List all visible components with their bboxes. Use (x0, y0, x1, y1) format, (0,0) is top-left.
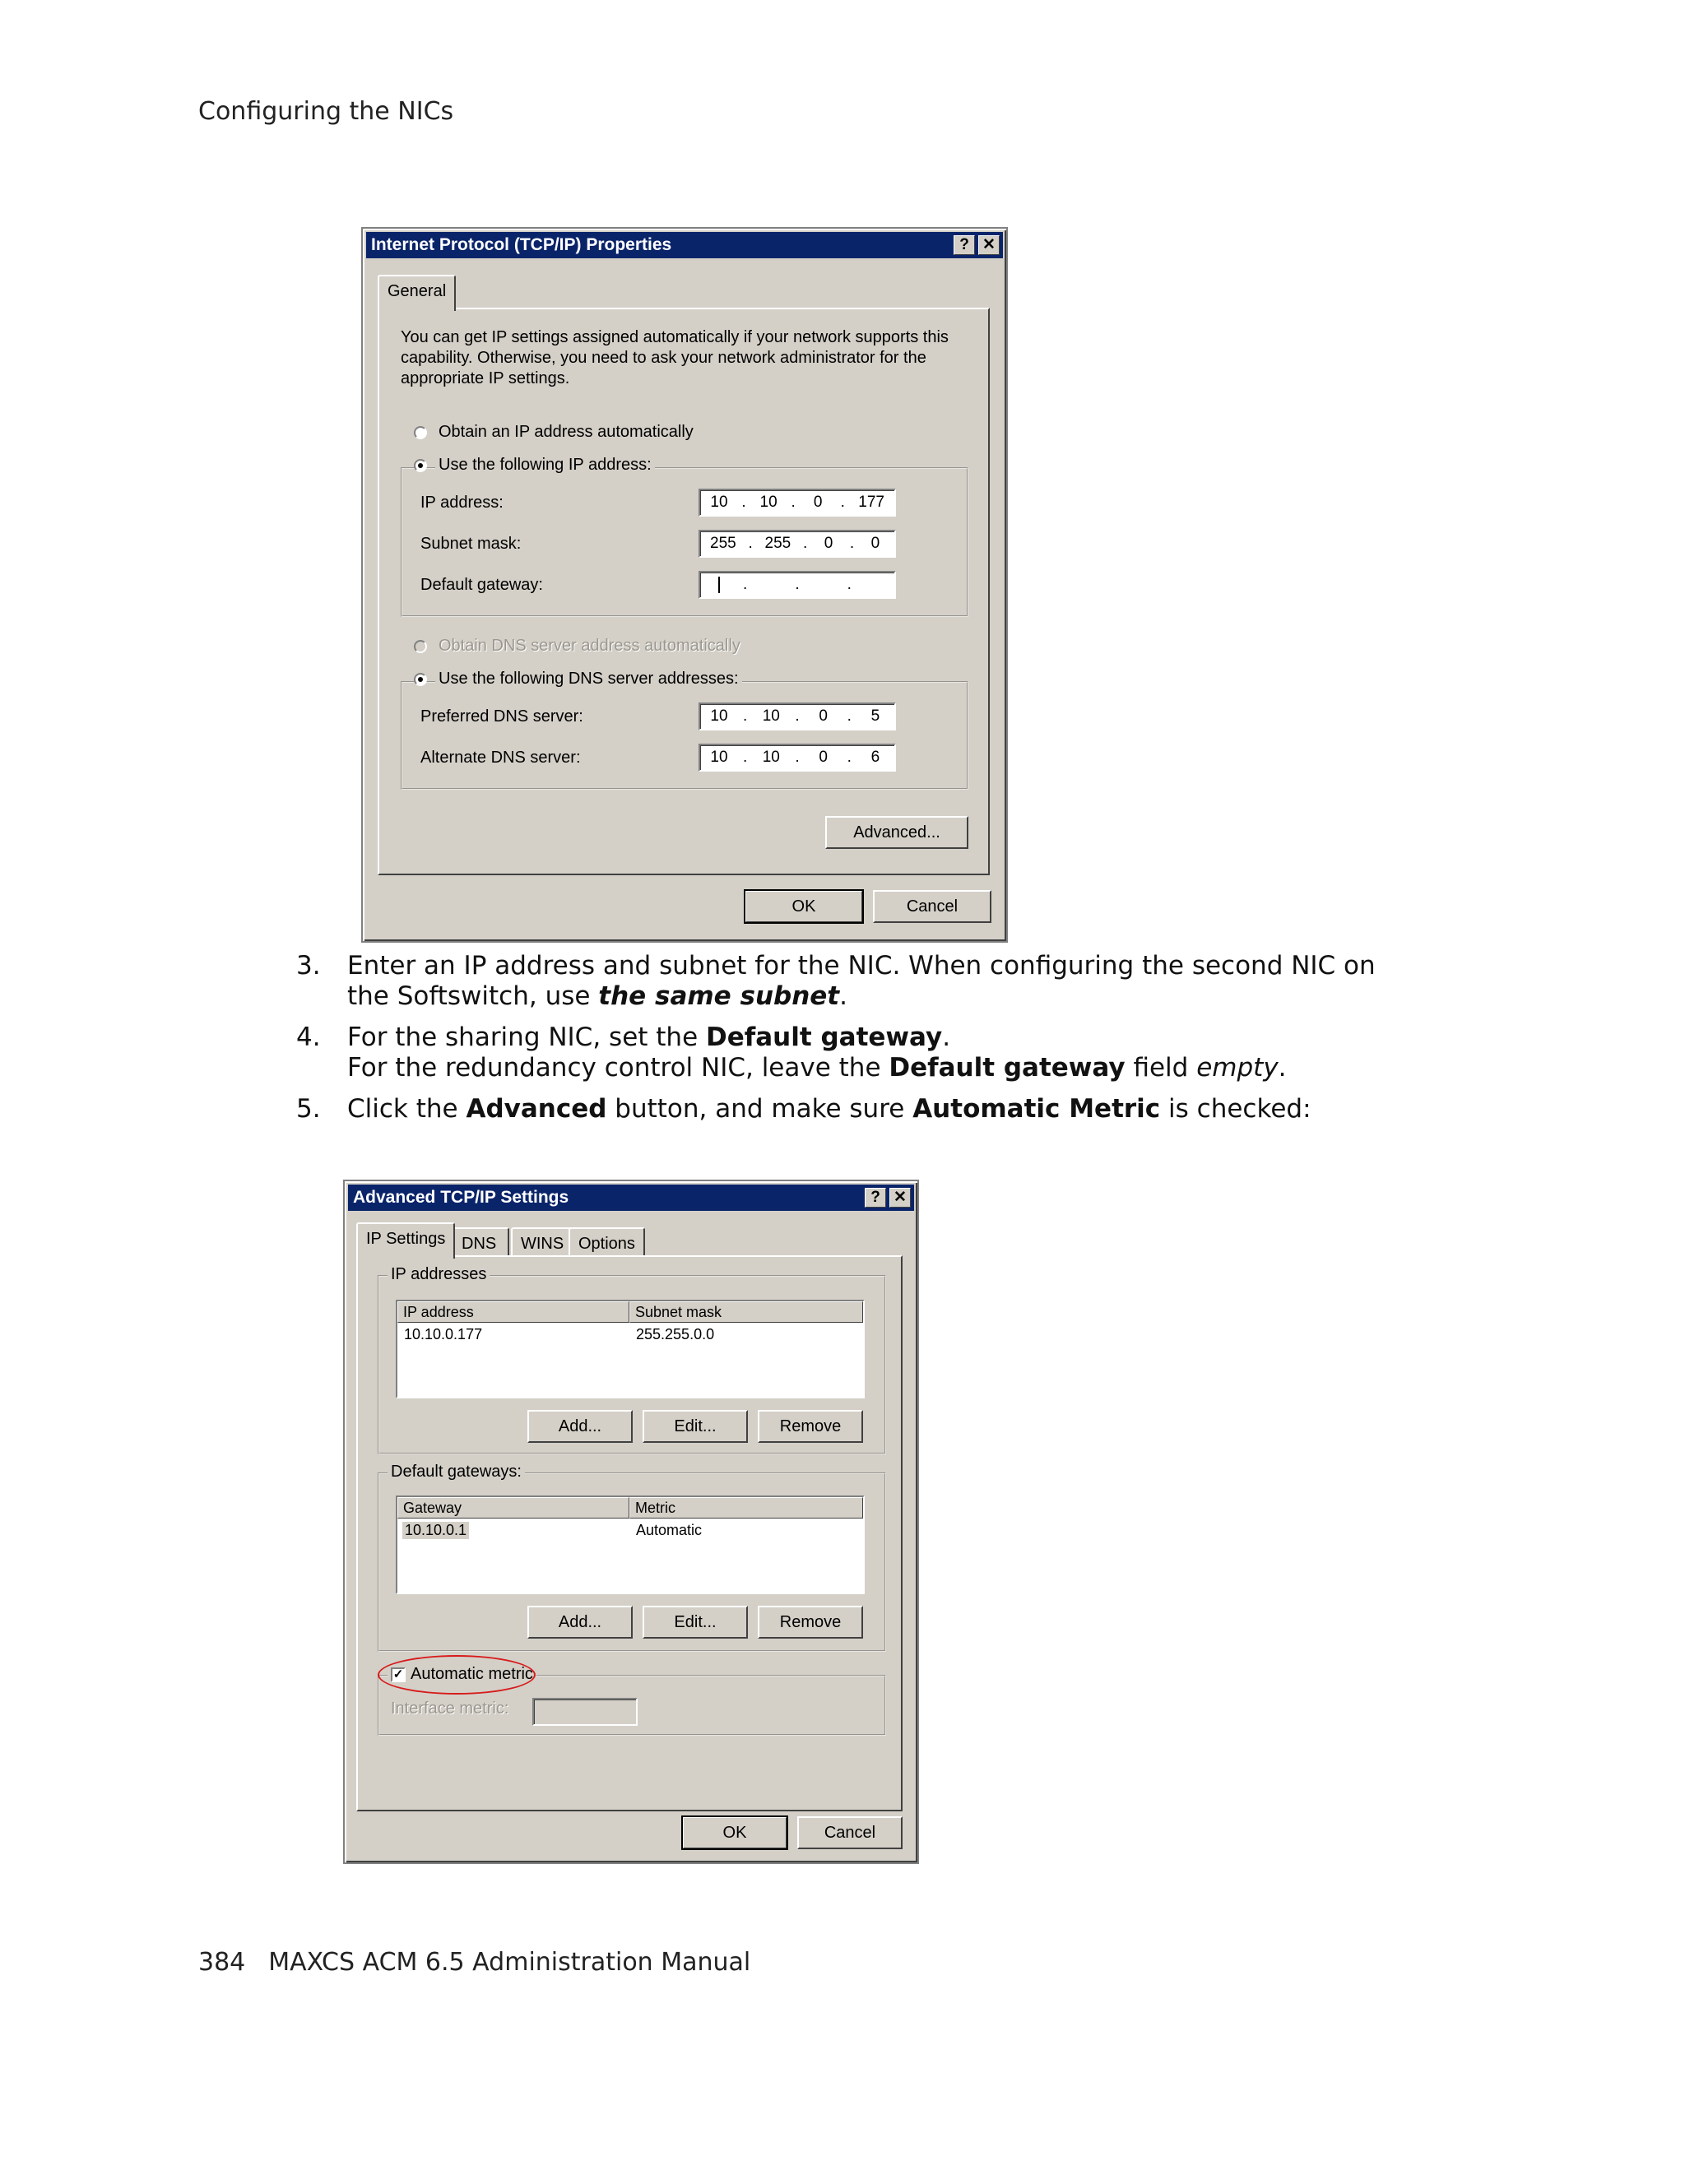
gateway-column-header[interactable]: Gateway (397, 1497, 629, 1519)
obtain-dns-auto-radio[interactable] (414, 640, 427, 653)
step-4: 4. For the sharing NIC, set the Default gateway. For the redundancy control NIC, leave the Default gateway field empty. (296, 1022, 1287, 1083)
ok-button[interactable]: OK (682, 1816, 787, 1849)
interface-metric-label: Interface metric: (391, 1699, 509, 1718)
instruction-steps (288, 951, 1423, 1135)
default-gateway-field[interactable]: . . . (699, 571, 896, 599)
ok-button[interactable]: OK (745, 890, 863, 923)
tcpip-properties-dialog (361, 227, 1008, 943)
use-following-ip-radio[interactable] (414, 459, 427, 472)
ip-address-cell[interactable]: 10.10.0.177 (404, 1326, 483, 1342)
ip-address-label: IP address: (420, 494, 504, 512)
obtain-ip-auto-label[interactable]: Obtain an IP address automatically (439, 423, 694, 441)
ip-add-button[interactable]: Add... (527, 1410, 633, 1443)
subnet-mask-cell[interactable]: 255.255.0.0 (636, 1326, 715, 1342)
step-5: 5. Click the Advanced button, and make sure Automatic Metric is checked: (296, 1094, 1311, 1124)
cancel-button[interactable]: Cancel (873, 890, 991, 923)
dialog-title: Internet Protocol (TCP/IP) Properties (371, 235, 672, 254)
advanced-button[interactable]: Advanced... (825, 816, 968, 849)
tab-general[interactable]: General (378, 275, 456, 311)
dialog-title-bar (348, 1185, 914, 1211)
ip-addresses-legend: IP addresses (388, 1265, 490, 1284)
ip-remove-button[interactable]: Remove (758, 1410, 863, 1443)
automatic-metric-label[interactable]: Automatic metric (411, 1665, 533, 1683)
tab-ip-settings[interactable]: IP Settings (356, 1222, 455, 1259)
subnet-mask-label: Subnet mask: (420, 535, 522, 553)
metric-cell[interactable]: Automatic (636, 1522, 703, 1538)
ip-edit-button[interactable]: Edit... (643, 1410, 748, 1443)
tab-options[interactable]: Options (569, 1227, 645, 1259)
ip-address-column-header[interactable]: IP address (397, 1301, 629, 1323)
tab-dns[interactable]: DNS (452, 1227, 509, 1259)
obtain-dns-auto-label[interactable]: Obtain DNS server address automatically (439, 637, 740, 655)
automatic-metric-checkbox[interactable]: ✓ (391, 1667, 406, 1682)
help-icon[interactable]: ? (865, 1188, 886, 1208)
preferred-dns-field[interactable]: 10 . 10 . 0 . 5 (699, 702, 896, 730)
close-icon[interactable]: ✕ (978, 235, 1000, 255)
use-following-ip-label[interactable]: Use the following IP address: (435, 456, 655, 475)
page-number: 384 (198, 1948, 246, 1977)
dialog-title: Advanced TCP/IP Settings (353, 1188, 569, 1207)
use-following-dns-radio[interactable] (414, 673, 427, 686)
page-footer (198, 1948, 750, 1977)
close-icon[interactable]: ✕ (889, 1188, 911, 1208)
gateway-remove-button[interactable]: Remove (758, 1606, 863, 1639)
ip-address-list[interactable] (396, 1300, 865, 1398)
manual-title: MAXCS ACM 6.5 Administration Manual (268, 1948, 751, 1977)
gateway-list[interactable] (396, 1495, 865, 1594)
use-following-dns-label[interactable]: Use the following DNS server addresses: (435, 670, 742, 689)
tab-wins[interactable]: WINS (511, 1227, 573, 1259)
advanced-tcpip-dialog (343, 1180, 919, 1864)
default-gateways-legend: Default gateways: (388, 1463, 525, 1482)
metric-column-header[interactable]: Metric (629, 1497, 863, 1519)
gateway-add-button[interactable]: Add... (527, 1606, 633, 1639)
help-icon[interactable]: ? (954, 235, 975, 255)
preferred-dns-label: Preferred DNS server: (420, 707, 583, 726)
page-header: Configuring the NICs (198, 97, 454, 126)
default-gateway-label: Default gateway: (420, 576, 543, 594)
intro-text: You can get IP settings assigned automatically if your network supports this capability. Otherwise, you need to ask your network administrator for the appropriate IP settings. (401, 328, 949, 387)
cancel-button[interactable]: Cancel (797, 1816, 903, 1849)
subnet-mask-column-header[interactable]: Subnet mask (629, 1301, 863, 1323)
dns-group (401, 681, 968, 790)
gateway-cell[interactable]: 10.10.0.1 (402, 1522, 469, 1539)
gateway-edit-button[interactable]: Edit... (643, 1606, 748, 1639)
obtain-ip-auto-radio[interactable] (414, 426, 427, 439)
highlight-ellipse (378, 1655, 536, 1695)
ip-address-field[interactable]: 10 . 10 . 0 . 177 (699, 489, 896, 517)
subnet-mask-field[interactable]: 255 . 255 . 0 . 0 (699, 530, 896, 558)
alternate-dns-field[interactable]: 10 . 10 . 0 . 6 (699, 744, 896, 772)
interface-metric-field[interactable] (532, 1698, 638, 1726)
alternate-dns-label: Alternate DNS server: (420, 749, 581, 767)
step-3: 3. Enter an IP address and subnet for the NIC. When configuring the second NIC on the Softswitch, use the same subnet. (296, 951, 1376, 1011)
text-caret (718, 577, 720, 593)
dialog-title-bar (366, 232, 1003, 258)
